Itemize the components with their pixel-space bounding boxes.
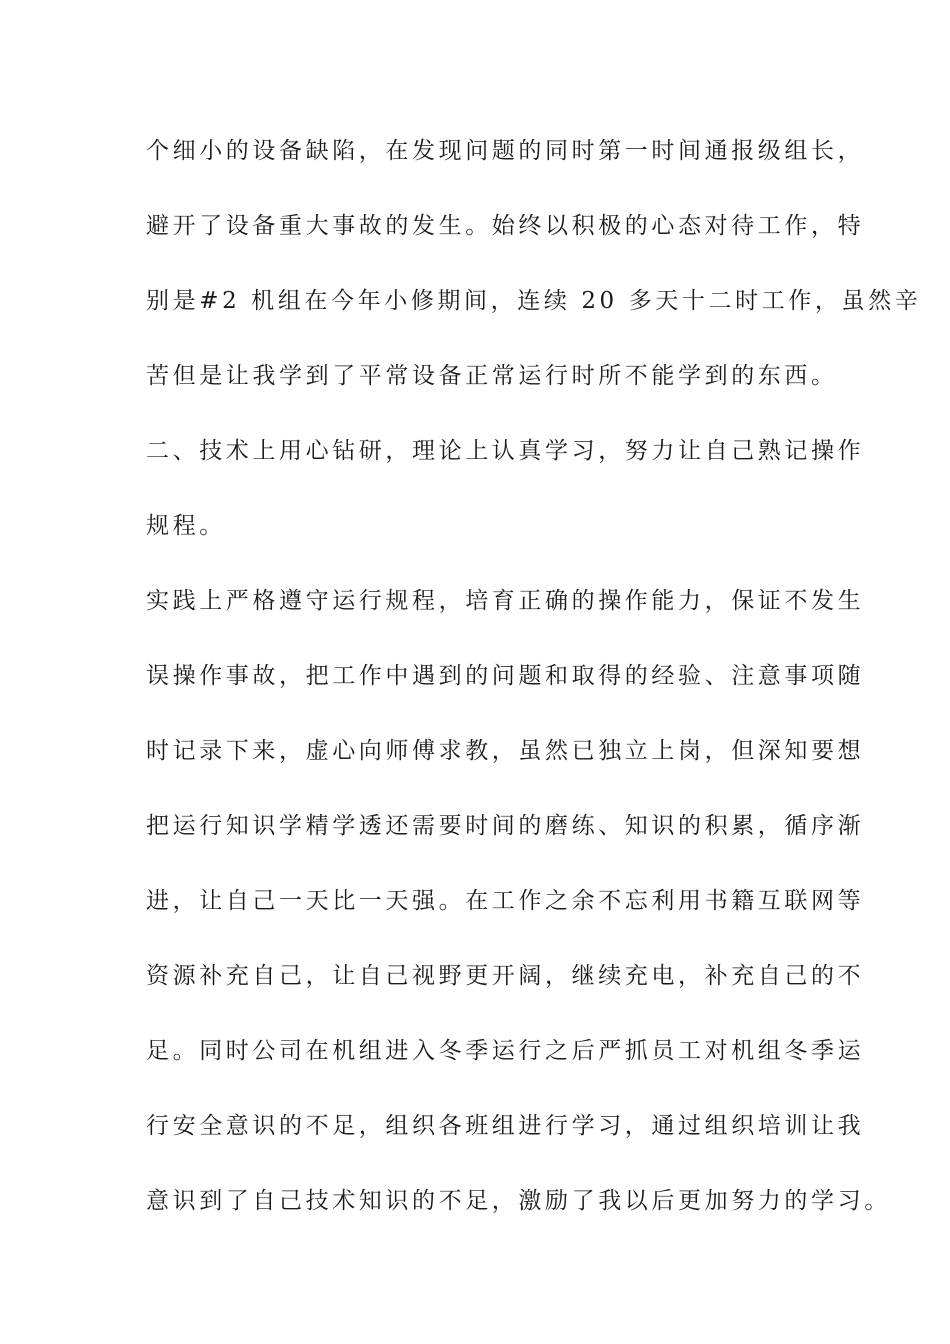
text-line-12: 资源补充自己，让自己视野更开阔，继续充电，补充自己的不	[146, 963, 865, 989]
text-line-15: 意识到了自己技术知识的不足，激励了我以后更加努力的学习。	[146, 1188, 891, 1214]
text-line-4: 苦但是让我学到了平常设备正常运行时所不能学到的东西。	[146, 363, 838, 389]
text-line-1: 个细小的设备缺陷，在发现问题的同时第一时间通报级组长，	[146, 138, 865, 164]
text-line-8: 误操作事故，把工作中遇到的问题和取得的经验、注意事项随	[146, 663, 865, 689]
text-line-7: 实践上严格遵守运行规程，培育正确的操作能力，保证不发生	[146, 588, 865, 614]
section-heading-continued: 规程。	[146, 513, 226, 539]
text-line-9: 时记录下来，虚心向师傅求教，虽然已独立上岗，但深知要想	[146, 738, 865, 764]
text-line-11: 进，让自己一天比一天强。在工作之余不忘利用书籍互联网等	[146, 888, 865, 914]
text-line-13: 足。同时公司在机组进入冬季运行之后严抓员工对机组冬季运	[146, 1038, 865, 1064]
text-line-3: 别是#2 机组在今年小修期间，连续 20 多天十二时工作，虽然辛	[146, 288, 922, 314]
section-heading: 二、技术上用心钻研，理论上认真学习，努力让自己熟记操作	[146, 438, 865, 464]
text-line-14: 行安全意识的不足，组织各班组进行学习，通过组织培训让我	[146, 1113, 865, 1139]
text-line-10: 把运行知识学精学透还需要时间的磨练、知识的积累，循序渐	[146, 813, 865, 839]
text-line-2: 避开了设备重大事故的发生。始终以积极的心态对待工作，特	[146, 213, 865, 239]
